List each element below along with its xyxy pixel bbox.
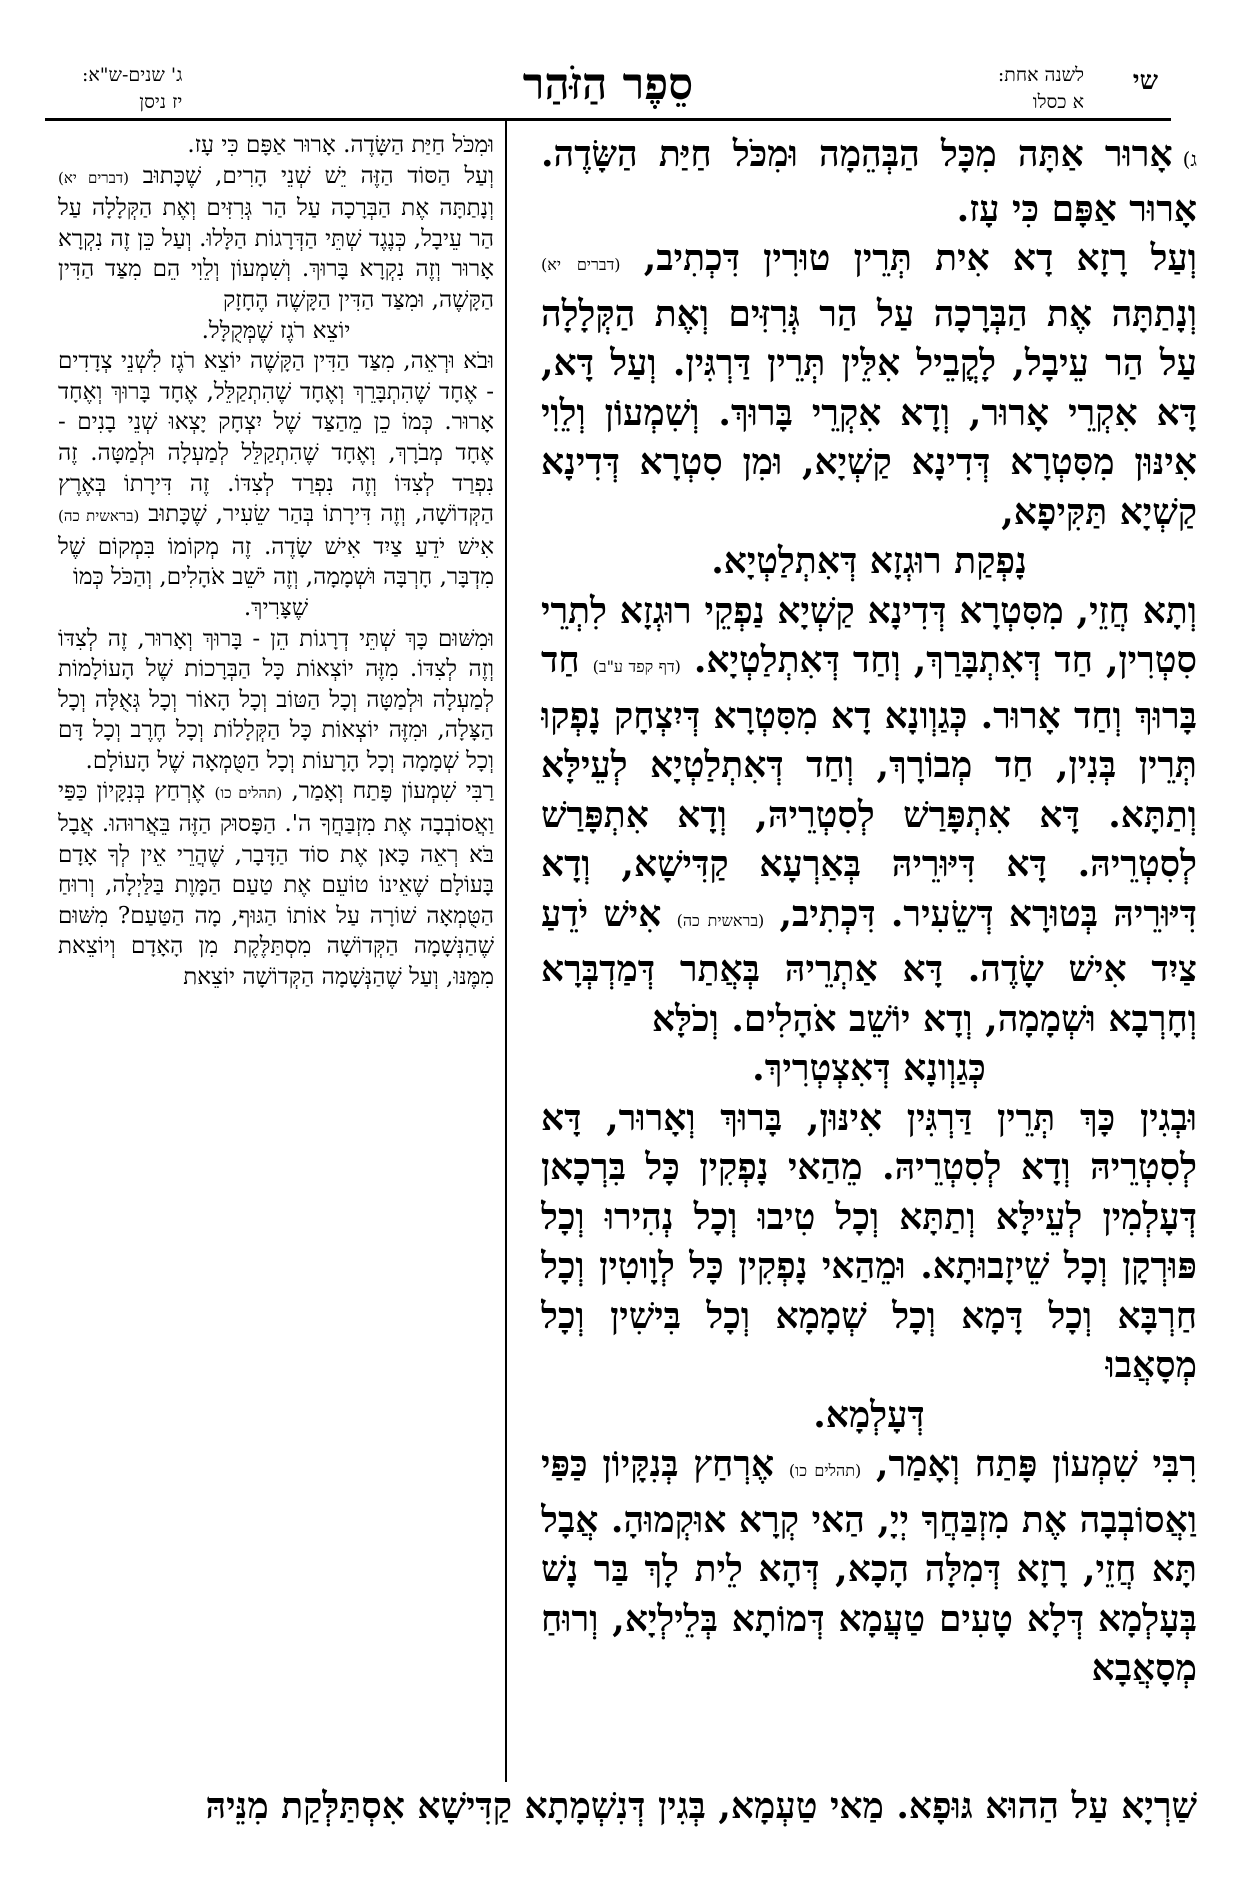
- page-header: [58, 58, 1158, 116]
- aramaic-column: [541, 130, 1197, 1775]
- three-year-schedule: [82, 62, 182, 116]
- yearly-schedule-label: לשנה אחת:: [997, 64, 1084, 86]
- paragraph: [541, 587, 1197, 1045]
- text: וּבֹא וּרְאֵה, מִצַּד הַדִּין הַקָּשֶׁה יוֹצֵא רֹגֶז לִשְׁנֵי צְדָדִים - אֶחָד שֶׁהִתְבָּרֵךְ וְאֶחָד שֶׁהִתְקַלֵּל, אֶחָד בָּרוּךְ וְאֶחָד אָרוּר. כְּמוֹ כֵן מֵהַצַּד שֶׁל יִצְחָק יָצְאוּ שְׁנֵי בָנִים - אֶחָד מְבֹרָךְ, וְאֶחָד שֶׁהִתְקַלֵּל לְמַעְלָה וּלְמַטָּה. זֶה נִפְרַד לְצִדּוֹ וְזֶה נִפְרַד לְצִדּוֹ. זֶה דִּירָתוֹ בְּאֶרֶץ הַקְּדוֹשָׁה, וְזֶה דִּירָתוֹ בְּהַר שֵׂעִיר, שֶׁכָּתוּב: [58, 348, 494, 528]
- paragraph: וּמִשּׁוּם כָּךְ שְׁתֵּי דְרָגוֹת הֵן - בָּרוּךְ וְאָרוּר, זֶה לְצִדּוֹ וְזֶה לְצִדּוֹ. מִזֶּה יוֹצְאוֹת כָּל הַבְּרָכוֹת שֶׁל הָעוֹלָמוֹת לְמַעְלָה וּלְמַטָּה וְכָל הַטּוֹב וְכָל הָאוֹר וְכָל גְּאֻלָּה וְכָל הַצָּלָה, וּמִזֶּה יוֹצְאוֹת כָּל הַקְּלָלוֹת וְכָל חֶרֶב וְכָל דָּם וְכָל שְׁמָמָה וְכָל הָרָעוֹת וְכָל הַטֻּמְאָה שֶׁל הָעוֹלָם.: [58, 625, 494, 774]
- text: רַבִּי שִׁמְעוֹן פָּתַח וְאָמַר,: [291, 778, 494, 805]
- paragraph: [58, 161, 494, 316]
- paragraph: [541, 1440, 1197, 1694]
- hebrew-translation-column: [58, 130, 494, 1790]
- paragraph: [541, 130, 1197, 234]
- text: וְנָתַתָּה אֶת הַבְּרָכָה עַל הַר גְּרִזִּים וְאֶת הַקְּלָלָה עַל הַר עֵיבָל, לָקֳבֵיל אִלֵּין תְּרֵין דַּרְגִּין. וְעַל דָּא, דָּא אִקְרֵי אָרוּר, וְדָא אִקְרֵי בָּרוּךְ. וְשִׁמְעוֹן וְלֵוִי אִינּוּן מִסִּטְרָא דְּדִינָא קַשְׁיָא, וּמִן סִטְרָא דְּדִינָא קַשְׁיָא תַּקִּיפָא,: [541, 292, 1197, 533]
- paragraph-end: דְּעָלְמָא.: [813, 1393, 925, 1436]
- paragraph-end: כְּגַוְונָא דְּאִצְטְרִיךְ.: [752, 1047, 986, 1089]
- source-reference: (בראשית כה): [676, 910, 765, 930]
- yearly-schedule-date: א כסלו: [1032, 91, 1084, 113]
- page-number: שי: [1132, 66, 1158, 96]
- source-reference: (תהלים כו): [788, 1461, 862, 1480]
- text: אָרוּר אַתָּה מִכָּל הַבְּהֵמָה וּמִכֹּל חַיַּת הַשָּׂדֶה. אָרוּר אַפָּם כִּי עָז.: [541, 133, 1197, 230]
- paragraph: [541, 234, 1197, 537]
- full-width-bottom-line: שַׁרְיָא עַל הַהוּא גּוּפָא. מַאי טַעְמָא, בְּגִין דְּנִשְׁמָתָא קַדִּישָׁא אִסְתַּלְּקַת מִנֵּיהּ: [205, 1785, 1197, 1827]
- paragraph: וּמִכֹּל חַיַּת הַשָּׂדֶה. אָרוּר אַפָּם כִּי עָז.: [187, 132, 494, 158]
- source-reference: (בראשית כה): [58, 507, 140, 526]
- text: אִישׁ יֹדֵעַ צַיִד אִישׁ שָׂדֶה. זֶה מְקוֹמוֹ בִּמְקוֹם שֶׁל מִדְבָּר, חָרְבָּה וּשְׁמָמָה, וְזֶה יֹשֵׁב אֹהָלִים, וְהַכֹּל כְּמוֹ: [58, 533, 494, 591]
- paragraph-end: שֶׁצָּרִיךְ.: [243, 594, 309, 621]
- source-reference: (דברים יא): [58, 168, 129, 187]
- paragraph-end: נָפְקַת רוּגְזָא דְּאִתְלַטְיָא.: [711, 540, 1027, 582]
- text: וְתָא חֲזֵי, מִסִּטְרָא דְּדִינָא קַשְׁיָא נַפְקֵי רוּגְזָא לִתְרֵי סִטְרִין, חַד דְּאִתְבָּרַךְ, וְחַד דְּאִתְלַטְיָא.: [541, 589, 1197, 681]
- text: אֶרְחַץ בְּנִקָּיוֹן כַּפַּי וַאֲסוֹבְבָה אֶת מִזְבַּחֲךָ ה'. הַפָּסוּק הַזֶּה בֵּאֲרוּהוּ. אֲבָל בֹּא רְאֵה כָּאן אֶת סוֹד הַדָּבָר, שֶׁהֲרֵי אֵין לְךָ אָדָם בָּעוֹלָם שֶׁאֵינוֹ טוֹעֵם אֶת טַעַם הַמָּוֶת בַּלַּיְלָה, וְרוּחַ הַטֻּמְאָה שׁוֹרָה עַל אוֹתוֹ הַגּוּף, מָה הַטַּעַם? מִשּׁוּם שֶׁהַנְּשָׁמָה הַקְּדוֹשָׁה מִסְתַּלֶּקֶת מִן הָאָדָם וְיוֹצֵאת מִמֶּנּוּ, וְעַל שֶׁהַנְּשָׁמָה הַקְּדוֹשָׁה יוֹצֵאת: [58, 778, 494, 991]
- three-year-schedule-date: יז ניסן: [139, 91, 183, 113]
- book-title: סֵפֶר הַזֹּהַר: [522, 59, 694, 110]
- text: רִבִּי שִׁמְעוֹן פָּתַח וְאָמַר,: [875, 1443, 1197, 1485]
- source-reference: (תהלים כו): [214, 784, 283, 803]
- paragraph: [58, 346, 494, 593]
- paragraph: וּבְגִין כָּךְ תְּרֵין דַּרְגִּין אִינּוּן, בָּרוּךְ וְאָרוּר, דָּא לְסִטְרֵיהּ וְדָא לְסִטְרֵיהּ. מֵהַאי נָפְקִין כָּל בִּרְכָאן דְּעָלְמִין לְעֵילָּא וְתַתָּא וְכָל טִיבוּ וְכָל נְהִירוּ וְכָל פּוּרְקָן וְכָל שֵׁיזָבוּתָא. וּמֵהַאי נָפְקִין כָּל לְוָוטִין וְכָל חַרְבָּא וְכָל דָּמָא וְכָל שְׁמָמָא וְכָל בִּישִׁין וְכָל מְסָאֲבוּ: [541, 1096, 1197, 1386]
- text: אִישׁ יֹדֵעַ צַיִד אִישׁ שָׂדֶה. דָּא אַתְרֵיהּ בְּאֲתַר דְּמַדְבְּרָא וְחָרְבָא וּשְׁמָמָה, וְדָא יוֹשֵׁב אֹהָלִים. וְכֹלָּא: [541, 892, 1197, 1040]
- text: וְעַל רָזָא דָא אִית תְּרֵין טוּרִין דִּכְתִיב,: [643, 237, 1197, 279]
- paragraph-end: יוֹצֵא רֹגֶז שֶׁמְּקֻלָּל.: [201, 317, 351, 344]
- page-reference: (דף קפד ע"ב): [592, 657, 681, 676]
- source-reference: (דברים יא): [541, 255, 621, 274]
- text: וְעַל הַסּוֹד הַזֶּה יֵשׁ שְׁנֵי הָרִים, שֶׁכָּתוּב: [142, 162, 494, 189]
- text: חַד בָּרוּךְ וְחַד אָרוּר. כְּגַוְונָא דָא מִסִּטְרָא דְּיִצְחָק נָפְקוּ תְּרֵין בְּנִין, חַד מְבוֹרָךְ, וְחַד דְּאִתְלַטְיָא לְעֵילָּא וְתַתָּא. דָּא אִתְפָּרַשׁ לְסִטְרֵיהּ, וְדָא אִתְפָּרַשׁ לְסִטְרֵיהּ. דָּא דִּיּוּרֵיהּ בְּאַרְעָא קַדִּישָׁא, וְדָא דִּיּוּרֵיהּ בְּטוּרָא דְּשֵׂעִיר. דִּכְתִיב,: [541, 639, 1197, 935]
- header-rule: [45, 118, 1171, 121]
- column-divider: [505, 121, 507, 1782]
- text: אֶרְחַץ בְּנִקָּיוֹן כַּפַּי וַאֲסוֹבְבָה אֶת מִזְבַּחֲךָ יְיָ, הַאי קְרָא אוּקְמוּהָ. אֲבָל תָּא חֲזֵי, רָזָא דְּמִלָּה הָכָא, דְּהָא לֵית לָךְ בַּר נָשׁ בְּעָלְמָא דְּלָא טָעִים טַעֲמָא דְּמוֹתָא בְּלֵילְיָא, וְרוּחַ מְסָאֲבָא: [541, 1443, 1197, 1689]
- paragraph-number: ג): [1182, 147, 1197, 171]
- text: וְנָתַתָּה אֶת הַבְּרָכָה עַל הַר גְּרִזִּים וְאֶת הַקְּלָלָה עַל הַר עֵיבָל, כְּנֶגֶד שְׁתֵּי הַדְּרָגוֹת הַלָּלוּ. וְעַל כֵּן זֶה נִקְרָא אָרוּר וְזֶה נִקְרָא בָּרוּךְ. וְשִׁמְעוֹן וְלֵוִי הֵם מִצַּד הַדִּין הַקָּשֶׁה, וּמִצַּד הַדִּין הַקָּשֶׁה הֶחָזָק: [58, 195, 494, 313]
- three-year-schedule-label: ג' שנים-ש"א:: [82, 64, 183, 86]
- paragraph: [58, 776, 494, 992]
